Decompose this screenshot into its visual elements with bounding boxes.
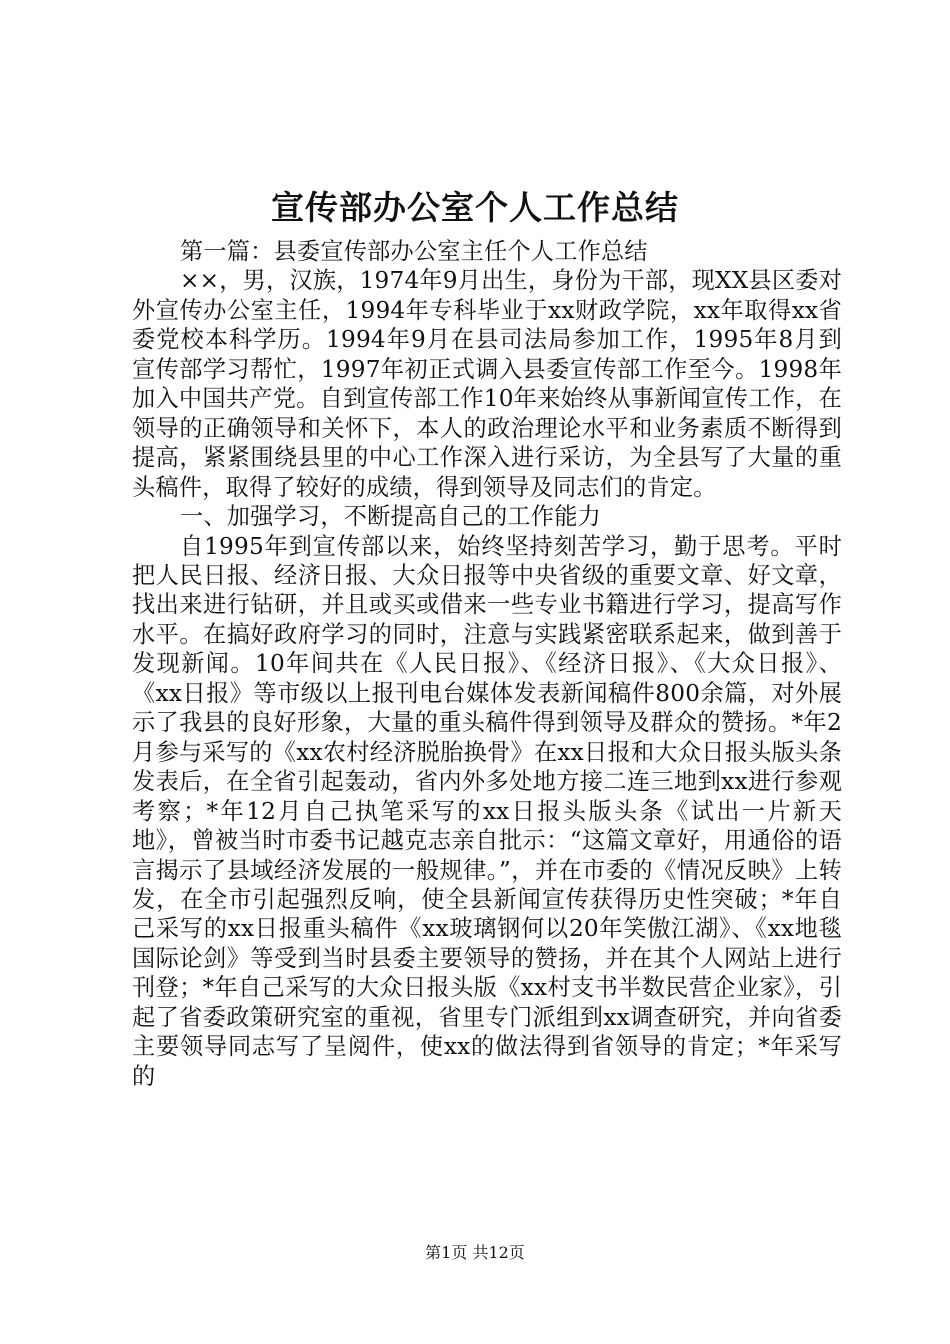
- paragraph-biography: ××，男，汉族，1974年9月出生，身份为干部，现XX县区委对外宣传办公室主任，1994年专科毕业于xx财政学院，xx年取得xx省委党校本科学历。1994年9月在县司法局参加工作，1995年8月到宣传部学习帮忙，1997年初正式调入县委宣传部工作至今。1998年加入中国共产党。自到宣传部工作10年来始终从事新闻宣传工作，在领导的正确领导和关怀下，本人的政治理论水平和业务素质不断得到提高，紧紧围绕县里的中心工作深入进行采访，为全县写了大量的重头稿件，取得了较好的成绩，得到领导及同志们的肯定。: [132, 267, 842, 501]
- section-heading-part-one: 第一篇：县委宣传部办公室主任个人工作总结: [180, 238, 648, 265]
- paragraph-study: 自1995年到宣传部以来，始终坚持刻苦学习，勤于思考。平时把人民日报、经济日报、大众日报等中央省级的重要文章、好文章，找出来进行钻研，并且或买或借来一些专业书籍进行学习，提高写作水平。在搞好政府学习的同时，注意与实践紧密联系起来，做到善于发现新闻。10年间共在《人民日报》、《经济日报》、《大众日报》、《xx日报》等市级以上报刊电台媒体发表新闻稿件800余篇，对外展示了我县的良好形象，大量的重头稿件得到领导及群众的赞扬。*年2月参与采写的《xx农村经济脱胎换骨》在xx日报和大众日报头版头条发表后，在全省引起轰动，省内外多处地方接二连三地到xx进行参观考察；*年12月自己执笔采写的xx日报头版头条《试出一片新天地》，曾被当时市委书记越克志亲自批示：“这篇文章好，用通俗的语言揭示了县域经济发展的一般规律。”，并在市委的《情况反映》上转发，在全市引起强烈反响，使全县新闻宣传获得历史性突破；*年自己采写的xx日报重头稿件《xx玻璃钢何以20年笑傲江湖》、《xx地毯国际论剑》等受到当时县委主要领导的赞扬，并在其个人网站上进行刊登；*年自己采写的大众日报头版《xx村支书半数民营企业家》，引起了省委政策研究室的重视，省里专门派组到xx调查研究，并向省委主要领导同志写了呈阅件，使xx的做法得到省领导的肯定；*年采写的: [132, 532, 842, 1090]
- section-heading-study: 一、加强学习，不断提高自己的工作能力: [180, 503, 601, 531]
- document-title: 宣传部办公室个人工作总结: [271, 188, 679, 227]
- document-body: [132, 237, 842, 1091]
- page-footer: 第1页 共12页: [425, 1243, 525, 1262]
